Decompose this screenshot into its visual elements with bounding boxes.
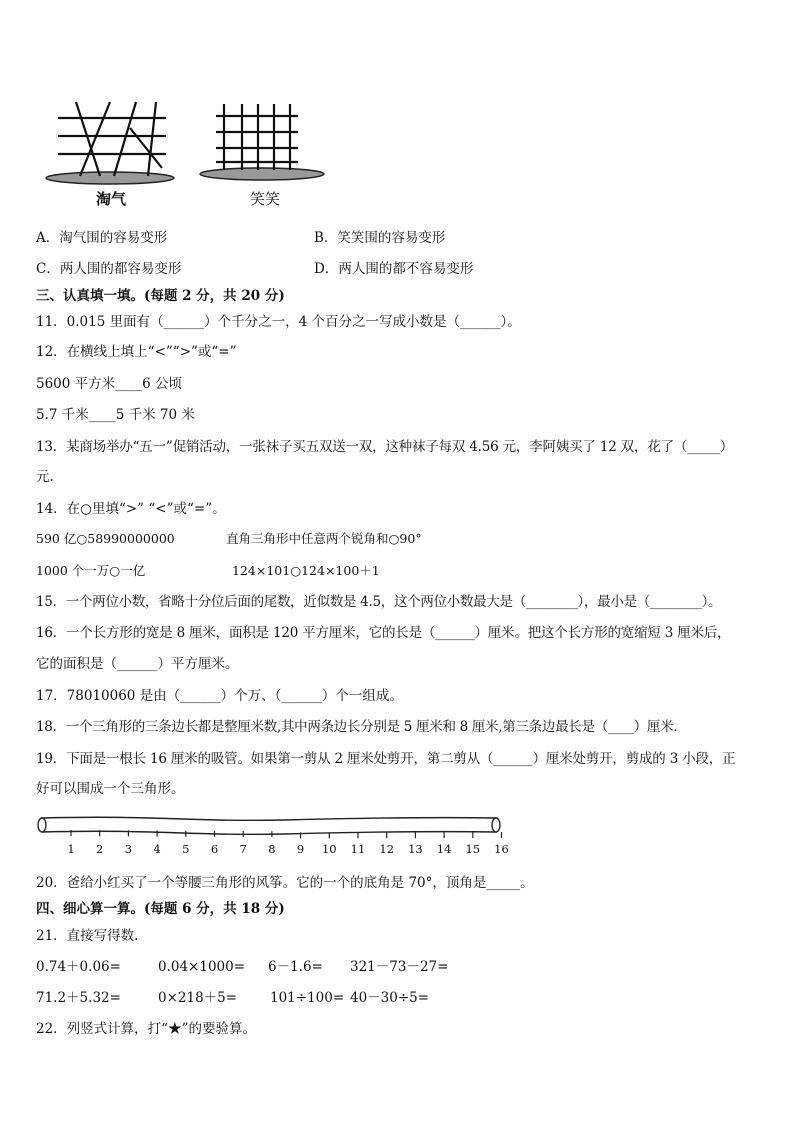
question-12-line1: 5600 平方米____6 公顷 (36, 376, 183, 392)
calc-r1-c4: 321－73－27= (350, 959, 449, 975)
calc-r2-c4: 40－30÷5= (350, 990, 430, 1006)
question-14-stem: 14．在○里填“>” “<”或“=”。 (36, 501, 226, 517)
question-19-line2: 好可以围成一个三角形。 (36, 781, 185, 797)
question-11: 11．0.015 里面有（______）个千分之一，4 个百分之一写成小数是（______）。 (36, 314, 521, 330)
taoqi-fence-figure (44, 98, 180, 190)
calc-r2-c3: 101÷100= (270, 990, 345, 1006)
option-c: C．两人围的都容易变形 (36, 261, 182, 277)
calc-r1-c3: 6－1.6= (268, 959, 323, 975)
ruler-label: 8 (268, 842, 276, 856)
question-14-c: 1000 个一万○一亿 (36, 563, 146, 578)
xiaoxiao-fence-figure (198, 98, 328, 188)
option-d: D．两人围的都不容易变形 (314, 261, 474, 277)
ruler-label: 3 (124, 842, 133, 856)
question-19-line1: 19．下面是一根长 16 厘米的吸管。如果第一剪从 2 厘米处剪开，第二剪从（______）厘米处剪开，剪成的 3 小段，正 (36, 751, 736, 767)
question-16-line1: 16．一个长方形的宽是 8 厘米，面积是 120 平方厘米，它的长是（______）厘米。把这个长方形的宽缩短 3 厘米后， (36, 625, 731, 641)
taoqi-caption: 淘气 (96, 190, 127, 208)
question-22: 22．列竖式计算，打“★”的要验算。 (36, 1021, 256, 1037)
question-17: 17．78010060 是由（______）个万、（______）个一组成。 (36, 688, 403, 704)
option-a: A．淘气围的容易变形 (36, 230, 168, 246)
calc-r2-c1: 71.2＋5.32= (36, 990, 121, 1006)
ruler-label: 11 (350, 842, 366, 856)
option-b: B．笑笑围的容易变形 (314, 230, 446, 246)
question-16-line2: 它的面积是（______）平方厘米。 (36, 656, 239, 672)
ruler-label: 12 (379, 842, 395, 856)
question-14-a: 590 亿○58990000000 (36, 531, 175, 546)
ruler-label: 9 (296, 842, 305, 856)
question-13-line2: 元. (36, 469, 54, 485)
calc-r1-c2: 0.04×1000= (158, 959, 246, 975)
ruler-label: 16 (494, 842, 509, 856)
question-12-stem: 12．在横线上填上“<”“>”或“=” (36, 344, 237, 360)
ruler-label: 2 (96, 842, 104, 856)
question-20: 20．爸给小红买了一个等腰三角形的风筝。它的一个的底角是 70°，顶角是_____。 (36, 875, 534, 891)
ruler-label: 10 (321, 842, 337, 856)
question-13-line1: 13．某商场举办“五一”促销活动，一张袜子买五双送一双，这种袜子每双 4.56 元，李阿姨买了 12 双，花了（_____） (36, 439, 734, 455)
question-18: 18．一个三角形的三条边长都是整厘米数,其中两条边长分别是 5 厘米和 8 厘米,第三条边最长是（____）厘米． (36, 719, 687, 735)
ruler-label: 14 (436, 842, 452, 856)
ruler-label: 4 (153, 842, 161, 856)
ruler-label: 6 (210, 842, 219, 856)
ruler-label: 13 (408, 842, 423, 856)
xiaoxiao-caption: 笑笑 (250, 190, 281, 208)
calc-r1-c1: 0.74＋0.06= (36, 959, 121, 975)
ruler-label: 7 (239, 842, 247, 856)
question-21-stem: 21．直接写得数. (36, 928, 139, 944)
straw-ruler-figure (34, 812, 509, 862)
ruler-label: 5 (182, 842, 190, 856)
section3-title: 三、认真填一填。(每题 2 分，共 20 分) (36, 288, 285, 304)
question-12-line2: 5.7 千米____5 千米 70 米 (36, 407, 195, 423)
question-14-b: 直角三角形中任意两个锐角和○90° (226, 531, 422, 546)
question-15: 15．一个两位小数，省略十分位后面的尾数，近似数是 4.5，这个两位小数最大是（________），最小是（________）。 (36, 594, 722, 610)
ruler-label: 15 (465, 842, 481, 856)
calc-r2-c2: 0×218＋5= (158, 990, 238, 1006)
section4-title: 四、细心算一算。(每题 6 分，共 18 分) (36, 901, 285, 917)
ruler-label: 1 (67, 842, 75, 856)
question-14-d: 124×101○124×100＋1 (232, 563, 380, 578)
